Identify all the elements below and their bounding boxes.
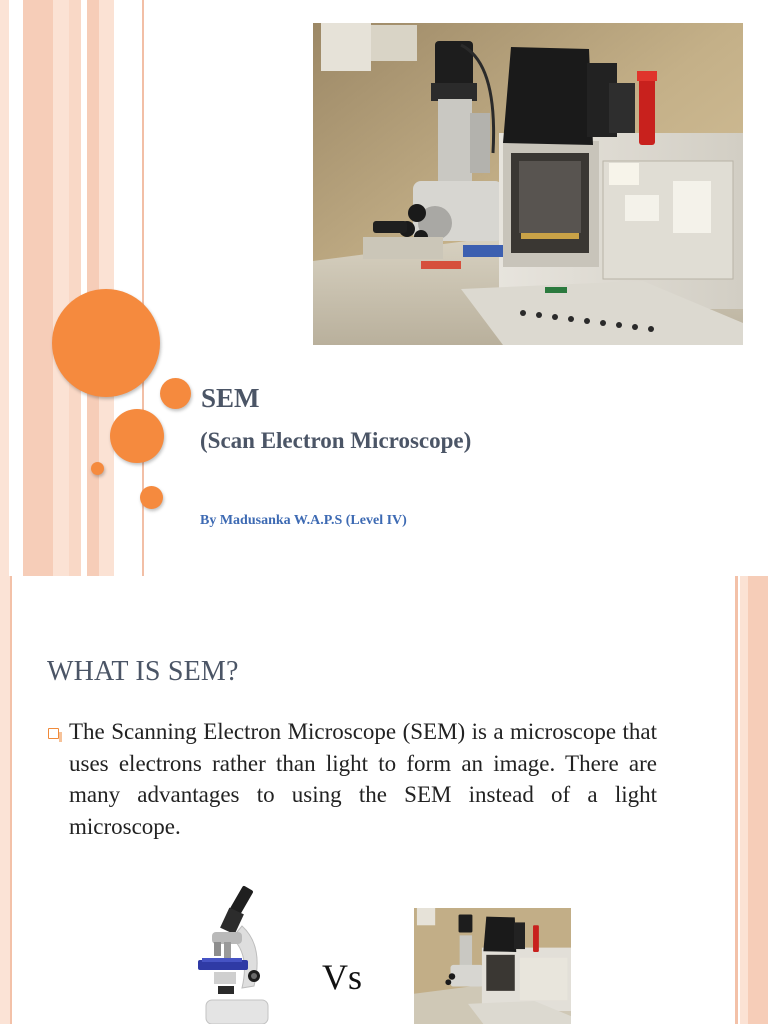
decorative-circle: [160, 378, 191, 409]
section-heading: WHAT IS SEM?: [47, 656, 239, 687]
decorative-stripe: [740, 576, 748, 1024]
decorative-stripe: [23, 0, 53, 576]
decorative-circle: [140, 486, 163, 509]
decorative-circle: [91, 462, 104, 475]
decorative-stripe: [9, 0, 23, 576]
decorative-stripe: [87, 0, 99, 576]
sem-instrument-photo-small: [414, 908, 571, 1024]
light-microscope-photo: [184, 876, 278, 1024]
bullet-text: The Scanning Electron Microscope (SEM) is a microscope that uses electrons rather than light to form an image. There are many advantages to using the SEM instead of a light microscope.: [69, 719, 657, 839]
decorative-stripe: [0, 576, 10, 1024]
square-bullet-icon: [48, 728, 59, 739]
content-slide: [0, 576, 768, 1024]
decorative-stripe: [53, 0, 69, 576]
decorative-stripe: [735, 576, 738, 1024]
decorative-stripe: [748, 576, 768, 1024]
sem-instrument-photo: [313, 23, 743, 345]
slide-subtitle: (Scan Electron Microscope): [200, 428, 472, 453]
decorative-stripe: [99, 0, 114, 576]
decorative-circle: [110, 409, 164, 463]
decorative-stripe: [0, 0, 9, 576]
decorative-circle: [52, 289, 160, 397]
vs-label: Vs: [322, 957, 363, 997]
slide-title: SEM: [201, 383, 260, 413]
author-line: By Madusanka W.A.P.S (Level IV): [200, 513, 407, 528]
decorative-stripe: [10, 576, 12, 1024]
decorative-stripe: [69, 0, 81, 576]
